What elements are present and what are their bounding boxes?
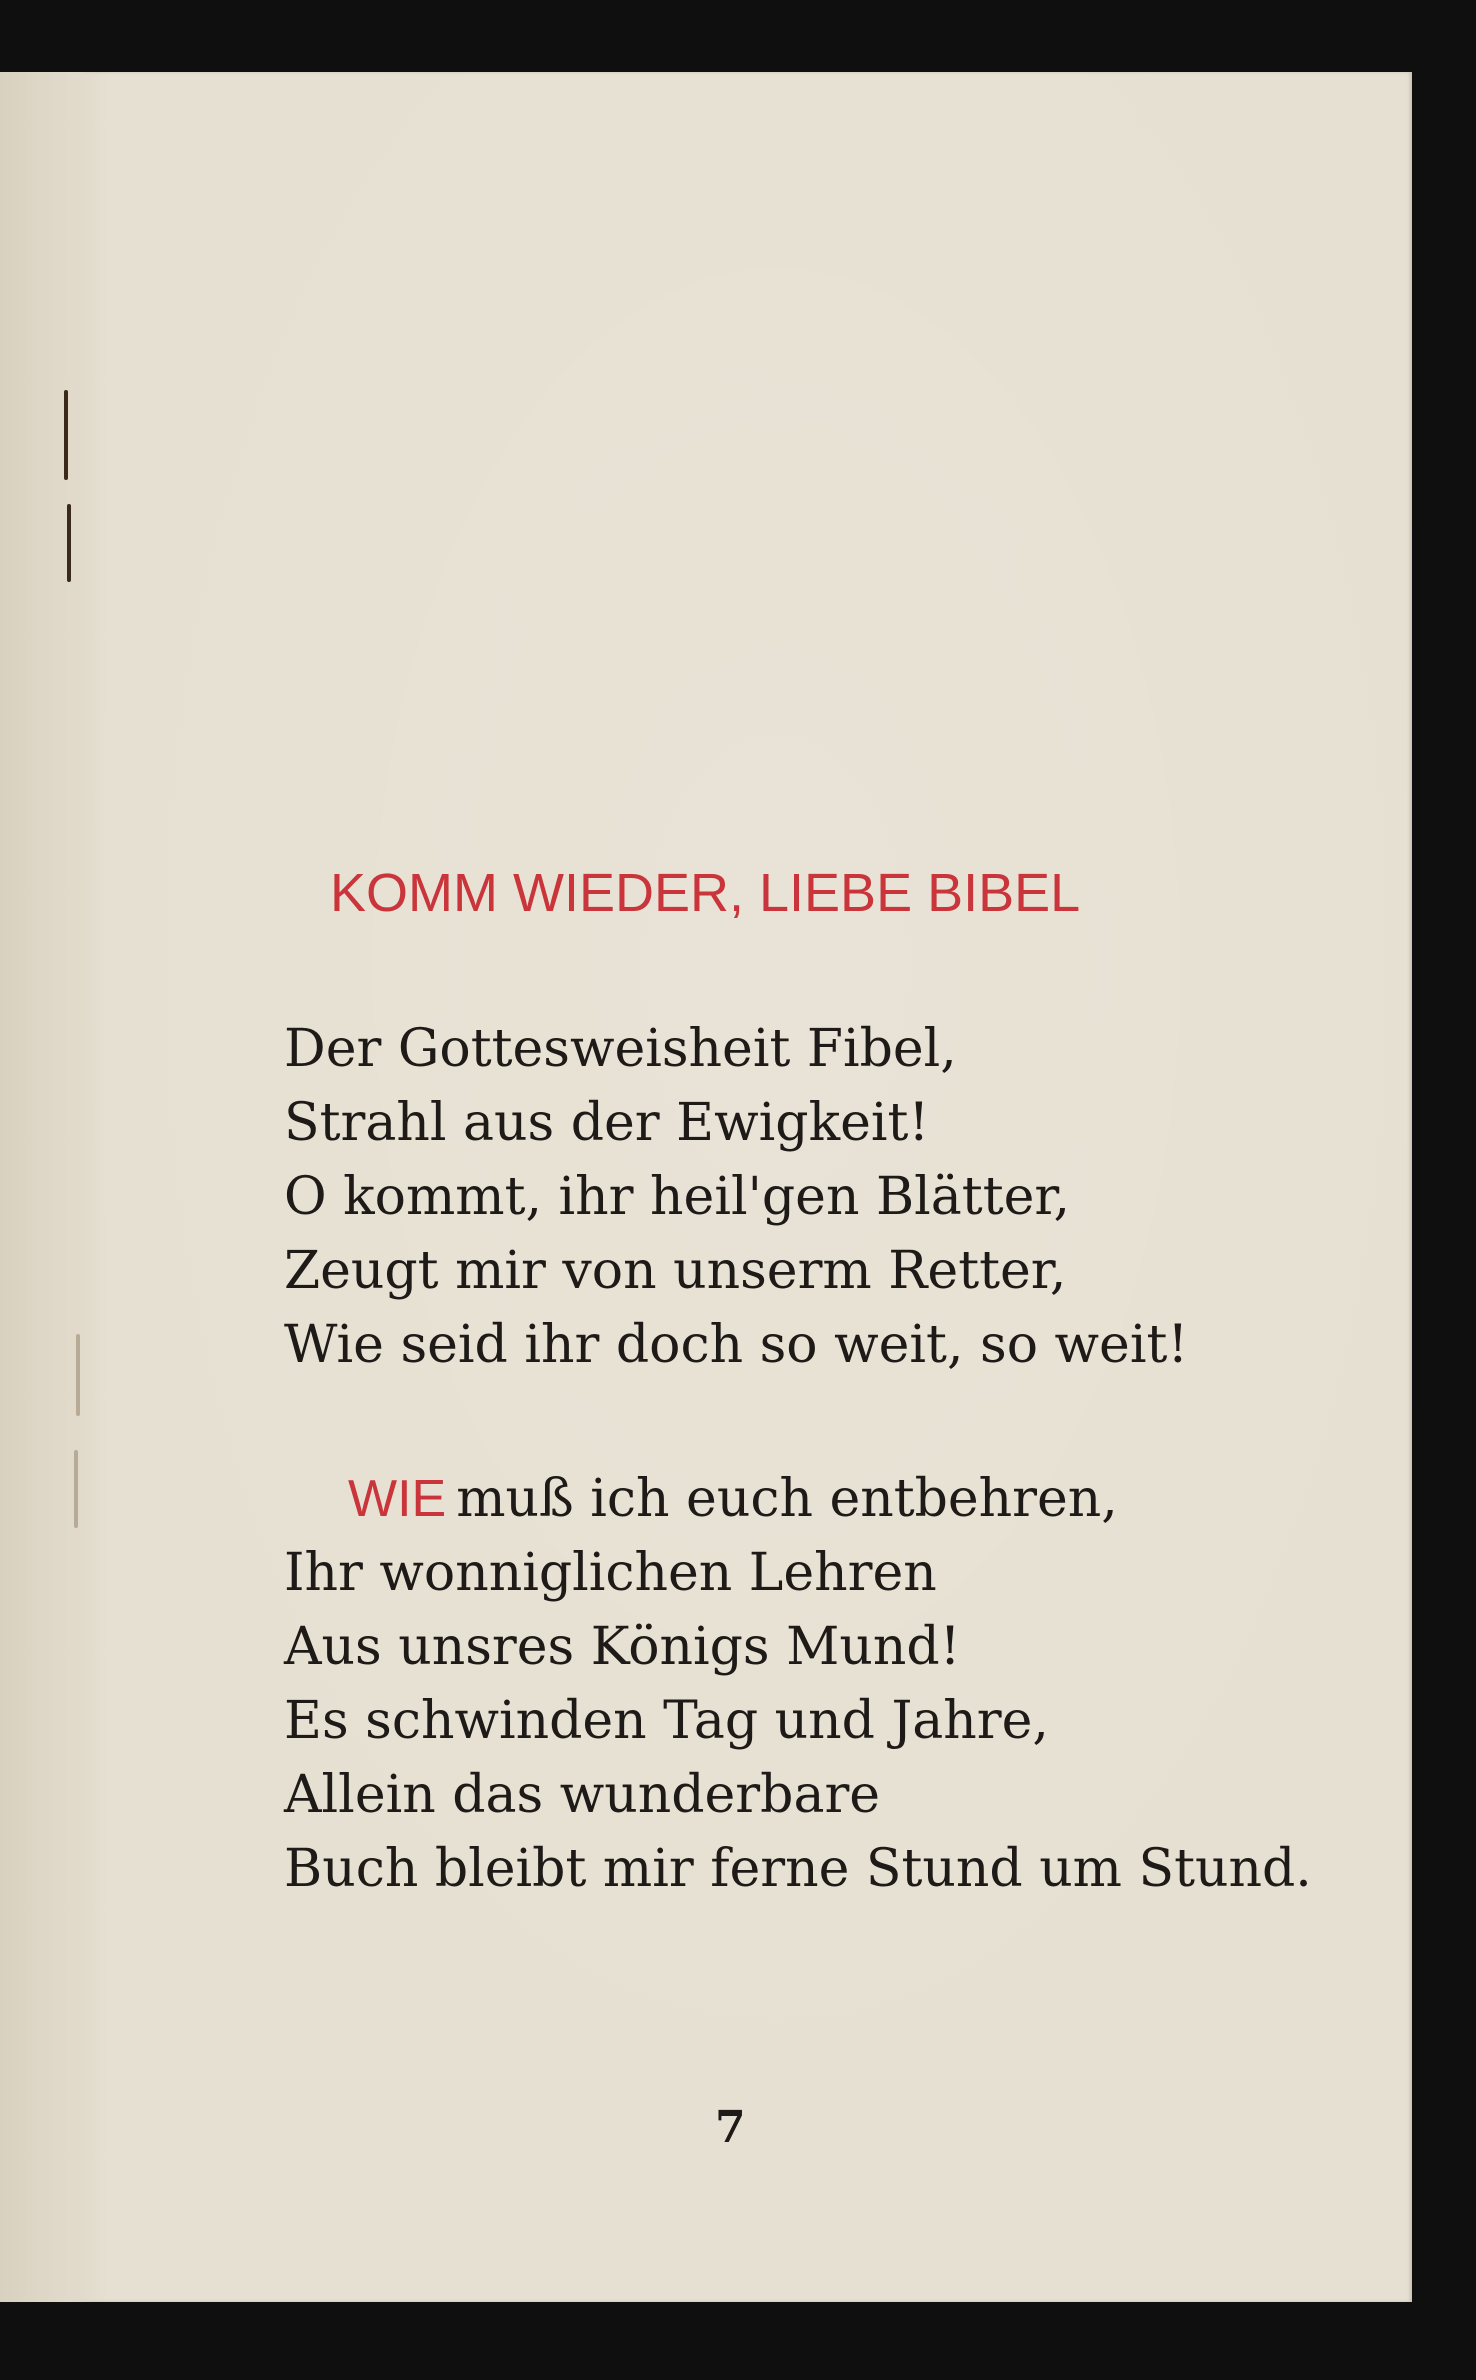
- stanza-1: [284, 1012, 1188, 1382]
- stanza-2: [284, 1462, 1312, 1906]
- poem-line: Strahl aus der Ewigkeit!: [284, 1093, 930, 1153]
- poem-line: O kommt, ihr heil'gen Blätter,: [284, 1167, 1071, 1227]
- poem-line: Buch bleibt mir ferne Stund um Stund.: [284, 1839, 1312, 1899]
- binding-stitch: [74, 1450, 78, 1528]
- binding-stitch: [64, 390, 68, 480]
- poem-line: Allein das wunderbare: [284, 1765, 881, 1825]
- poem-line: Es schwinden Tag und Jahre,: [284, 1691, 1049, 1751]
- poem-line: Zeugt mir von unserm Retter,: [284, 1241, 1067, 1301]
- poem-line-first: [284, 1462, 1312, 1536]
- poem-line: Wie seid ihr doch so weit, so weit!: [284, 1315, 1189, 1375]
- poem-line: Ihr wonniglichen Lehren: [284, 1543, 937, 1603]
- page-number: 7: [715, 2102, 746, 2153]
- stanza-lead-word: WIE: [348, 1470, 447, 1528]
- binding-stitch: [67, 504, 71, 582]
- binding-stitch: [76, 1334, 80, 1416]
- poem-line-text: muß ich euch entbehren,: [456, 1469, 1118, 1529]
- poem-line: Der Gottesweisheit Fibel,: [284, 1019, 957, 1079]
- poem-title: KOMM WIEDER, LIEBE BIBEL: [330, 863, 1081, 923]
- poem-line: Aus unsres Königs Mund!: [284, 1617, 961, 1677]
- book-gutter: [0, 72, 100, 2302]
